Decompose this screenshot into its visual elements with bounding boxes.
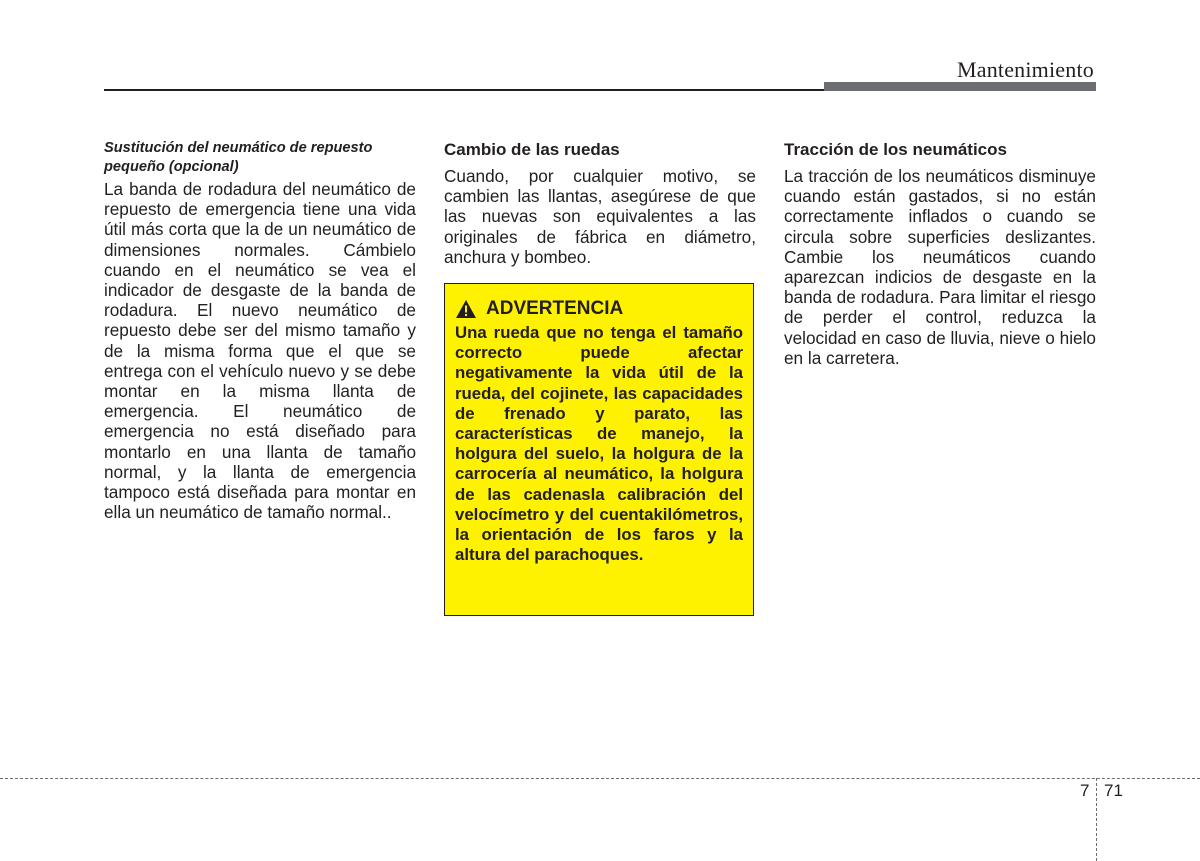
column-spare-tire	[104, 139, 416, 522]
tire-traction-paragraph: La tracción de los neumáticos disminuye cuando están gastados, si no están correctamente inflados o cuando se circula sobre superficies deslizantes. Cambie los neumáticos cuando aparezcan indicios de desgaste en la banda de rodadura. Para limitar el riesgo de perder el control, reduzca la velocidad en caso de lluvia, nieve o hielo en la carretera.	[784, 166, 1096, 368]
tire-traction-heading: Tracción de los neumáticos	[784, 140, 1007, 159]
warning-triangle-icon	[455, 299, 477, 319]
warning-title: ADVERTENCIA	[486, 298, 624, 319]
section-title: Mantenimiento	[956, 57, 1094, 82]
spare-tire-subheading: Sustitución del neumático de repuesto pequeño (opcional)	[104, 140, 373, 175]
header-accent-bar	[824, 82, 1096, 91]
column-tire-traction	[784, 139, 1096, 368]
warning-header	[455, 298, 743, 320]
spare-tire-paragraph: La banda de rodadura del neumático de repuesto de emergencia tiene una vida útil más corta que la de un neumático de dimensiones normales. Cámbielo cuando en el neumático se vea el indicador de desgaste de la banda de rodadura. El nuevo neumático de repuesto debe ser del mismo tamaño y de la misma forma que el que se entrega con el vehículo nuevo y se debe montar en la misma llanta de emergencia. El neumático de emergencia no está diseñado para montarlo en una llanta de tamaño normal, y la llanta de emergencia tampoco está diseñada para montar en ella un neumático de tamaño normal..	[104, 179, 416, 523]
footer-dashed-divider	[1096, 778, 1097, 861]
chapter-number: 7	[1080, 781, 1090, 800]
wheel-change-paragraph: Cuando, por cualquier motivo, se cambien las llantas, asegúrese de que las nuevas son equivalentes a las originales de fábrica en diámetro, anchura y bombeo.	[444, 166, 756, 267]
page-number: 71	[1104, 781, 1123, 800]
header-rule	[104, 89, 824, 91]
footer-dashed-rule	[0, 778, 1200, 779]
warning-text: Una rueda que no tenga el tamaño correcto puede afectar negativamente la vida útil de la rueda, del cojinete, las capacidades de frenado y parato, las características de manejo, la holgura del suelo, la holgura de la carrocería al neumático, la holgura de las cadenasla calibración del velocímetro y del cuentakilómetros, la orientación de los faros y la altura del parachoques.	[455, 323, 743, 565]
wheel-change-heading: Cambio de las ruedas	[444, 140, 620, 159]
warning-box	[444, 283, 754, 616]
column-wheel-change	[444, 139, 756, 267]
